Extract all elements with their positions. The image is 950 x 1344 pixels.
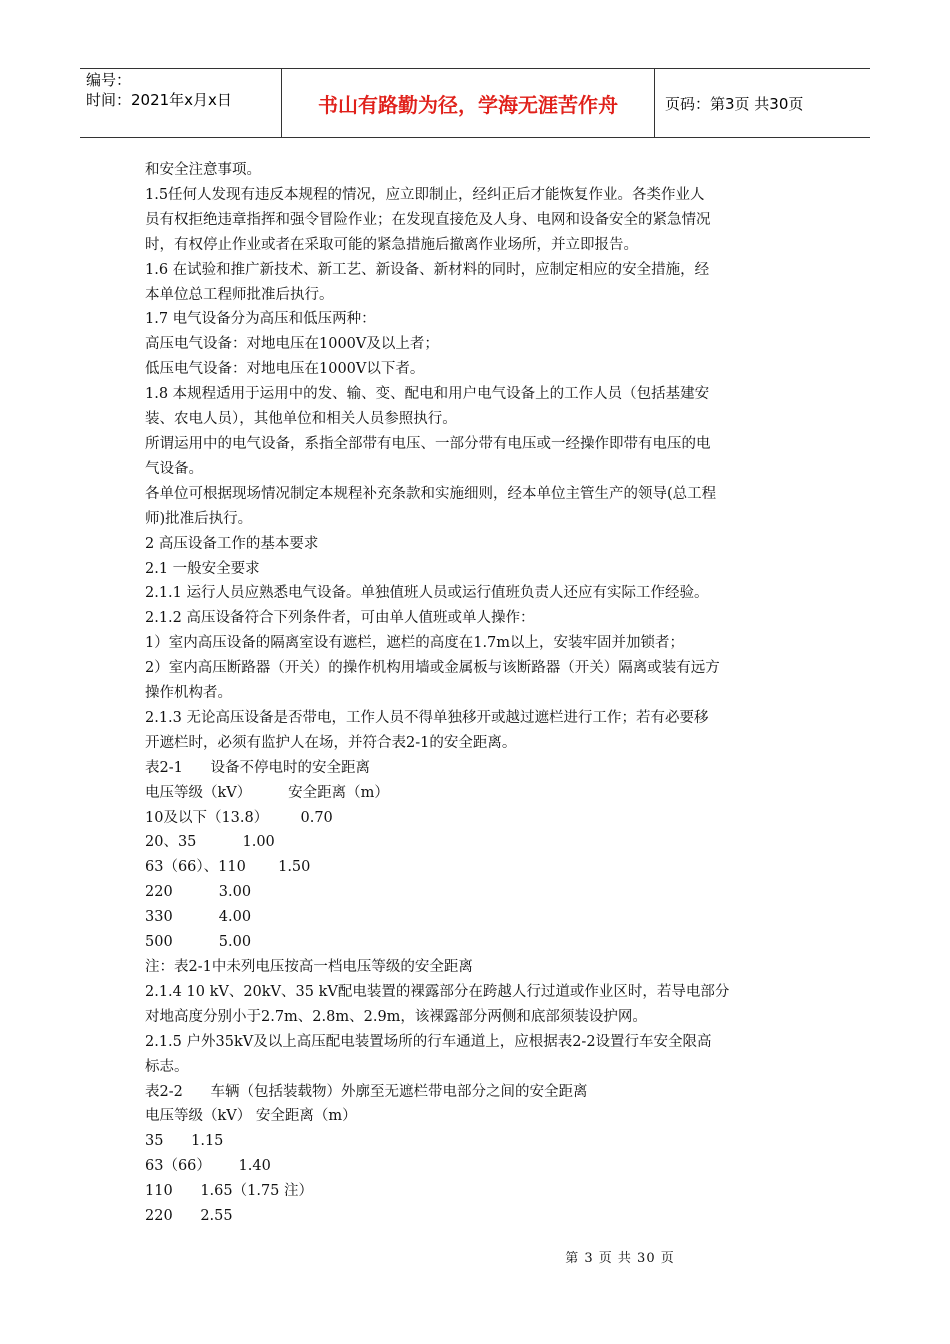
page-header xyxy=(80,68,870,138)
text-line: 低压电气设备：对地电压在1000V以下者。 xyxy=(145,361,425,378)
text-line: 气设备。 xyxy=(145,460,203,477)
text-line: 1.7 电气设备分为高压和低压两种： xyxy=(145,311,376,328)
document-body xyxy=(145,158,810,1229)
text-line: 2.1 一般安全要求 xyxy=(145,560,260,577)
text-line: 所谓运用中的电气设备，系指全部带有电压、一部分带有电压或一经操作即带有电压的电 xyxy=(145,435,711,452)
text-line: 电压等级（kV） 安全距离（m） xyxy=(145,784,389,801)
header-page-info: 页码：第3页 共30页 xyxy=(665,94,804,113)
text-line: 对地高度分别小于2.7m、2.8m、2.9m，该裸露部分两侧和底部须装设护网。 xyxy=(145,1008,647,1025)
text-line: 操作机构者。 xyxy=(145,685,232,702)
header-motto: 书山有路勤为径，学海无涯苦作舟 xyxy=(282,69,655,137)
text-line: 2.1.1 运行人员应熟悉电气设备。单独值班人员或运行值班负责人还应有实际工作经验。 xyxy=(145,585,709,602)
text-line: 35 1.15 xyxy=(145,1133,224,1150)
text-line: 各单位可根据现场情况制定本规程补充条款和实施细则，经本单位主管生产的领导(总工程 xyxy=(145,485,717,502)
text-line: 1.6 在试验和推广新技术、新工艺、新设备、新材料的同时，应制定相应的安全措施，经 xyxy=(145,261,710,278)
text-line: 500 5.00 xyxy=(145,934,252,951)
text-line: 员有权拒绝违章指挥和强令冒险作业；在发现直接危及人身、电网和设备安全的紧急情况 xyxy=(145,211,711,228)
text-line: 1）室内高压设备的隔离室设有遮栏，遮栏的高度在1.7m以上，安装牢固并加锁者； xyxy=(145,635,685,652)
text-line: 110 1.65（1.75 注） xyxy=(145,1183,314,1200)
text-line: 1.8 本规程适用于运用中的发、输、变、配电和用户电气设备上的工作人员（包括基建安 xyxy=(145,386,710,403)
text-line: 63（66）、110 1.50 xyxy=(145,859,311,876)
header-meta xyxy=(80,69,282,137)
text-line: 2.1.2 高压设备符合下列条件者，可由单人值班或单人操作： xyxy=(145,610,535,627)
text-line: 开遮栏时，必须有监护人在场，并符合表2-1的安全距离。 xyxy=(145,734,517,751)
text-line: 表2-2 车辆（包括装载物）外廓至无遮栏带电部分之间的安全距离 xyxy=(145,1083,588,1100)
text-line: 220 2.55 xyxy=(145,1208,233,1225)
text-line: 1.5任何人发现有违反本规程的情况，应立即制止，经纠正后才能恢复作业。各类作业人 xyxy=(145,186,705,203)
text-line: 注：表2-1中未列电压按高一档电压等级的安全距离 xyxy=(145,959,473,975)
text-line: 和安全注意事项。 xyxy=(145,162,261,178)
text-line: 330 4.00 xyxy=(145,909,252,926)
page-footer: 第 3 页 共 30 页 xyxy=(565,1251,675,1266)
text-line: 高压电气设备：对地电压在1000V及以上者； xyxy=(145,336,439,353)
text-line: 装、农电人员），其他单位和相关人员参照执行。 xyxy=(145,411,457,428)
text-line: 2）室内高压断路器（开关）的操作机构用墙或金属板与该断路器（开关）隔离或装有远方 xyxy=(145,660,720,677)
text-line: 标志。 xyxy=(145,1058,189,1075)
text-line: 2.1.3 无论高压设备是否带电，工作人员不得单独移开或越过遮栏进行工作；若有必要移 xyxy=(145,709,709,726)
text-line: 2 高压设备工作的基本要求 xyxy=(145,535,319,552)
text-line: 63（66） 1.40 xyxy=(145,1158,271,1175)
text-line: 电压等级（kV） 安全距离（m） xyxy=(145,1108,357,1125)
text-line: 师)批准后执行。 xyxy=(145,510,253,527)
text-line: 10及以下（13.8） 0.70 xyxy=(145,809,333,826)
text-line: 表2-1 设备不停电时的安全距离 xyxy=(145,759,371,776)
date-label: 时间：2021年x月x日 xyxy=(86,91,232,109)
text-line: 2.1.5 户外35kV及以上高压配电装置场所的行车通道上，应根据表2-2设置行车安全限高 xyxy=(145,1033,712,1050)
text-line: 2.1.4 10 kV、20kV、35 kV配电装置的裸露部分在跨越人行过道或作业区时，若导电部分 xyxy=(145,983,730,1000)
text-line: 时，有权停止作业或者在采取可能的紧急措施后撤离作业场所，并立即报告。 xyxy=(145,236,638,253)
text-line: 20、35 1.00 xyxy=(145,834,275,851)
number-label: 编号： xyxy=(86,71,132,89)
text-line: 本单位总工程师批准后执行。 xyxy=(145,286,334,303)
text-line: 220 3.00 xyxy=(145,884,252,901)
